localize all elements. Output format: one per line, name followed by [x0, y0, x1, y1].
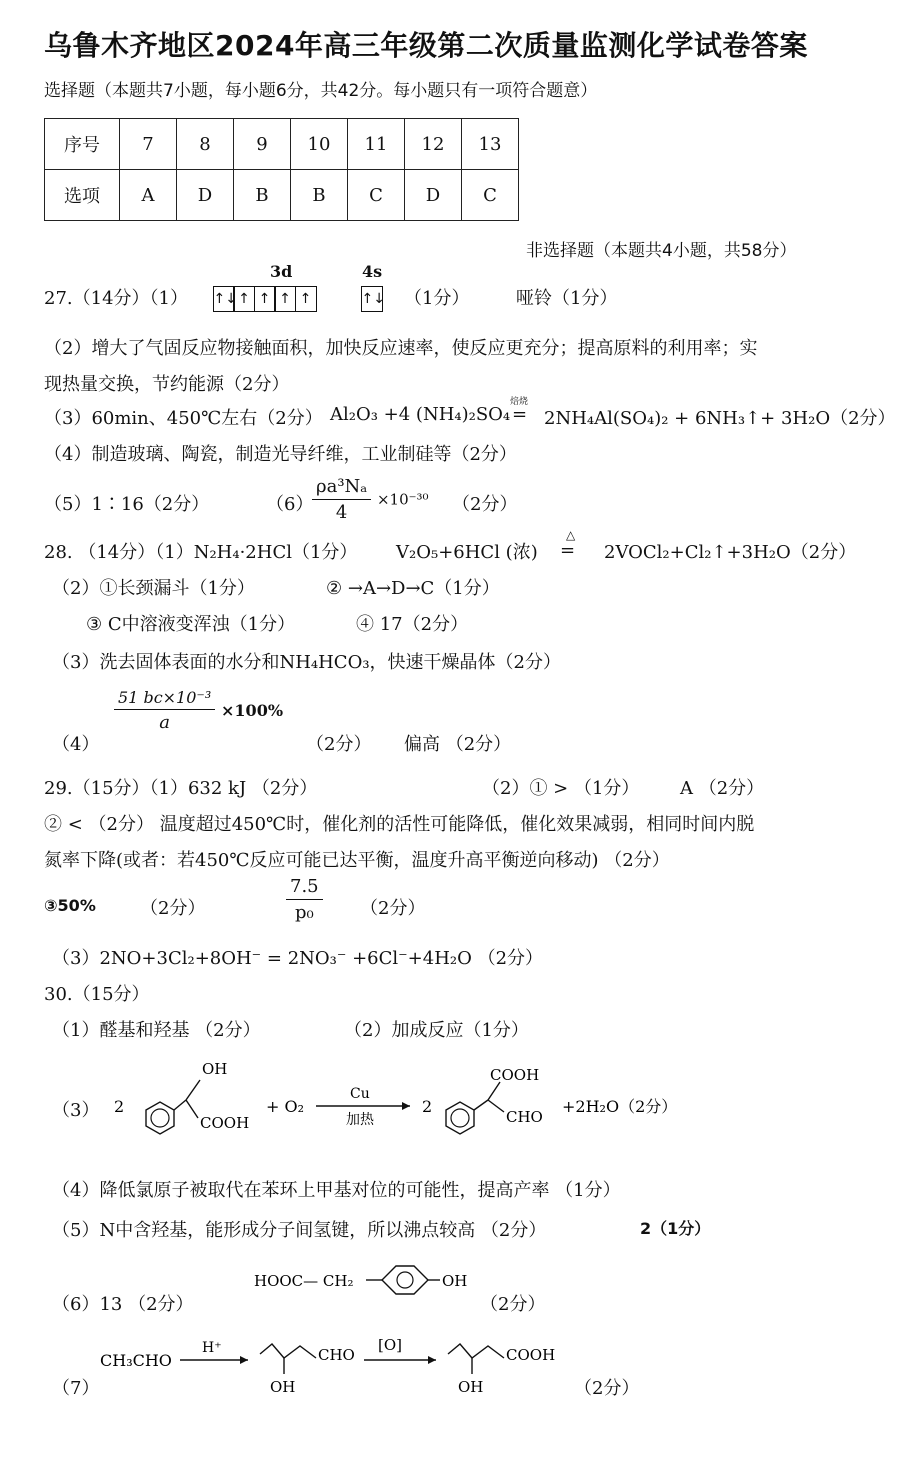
q29-l4b: （2分） [140, 898, 206, 919]
group-label: COOH [490, 1066, 540, 1084]
q30-l7-score: （2分） [574, 1378, 640, 1399]
q29-l3: 氮率下降(或者：若450℃反应可能已达平衡，温度升高平衡逆向移动) （2分） [44, 850, 670, 871]
bond [474, 1100, 488, 1110]
q27-p3-condition: 焙烧 [510, 397, 529, 407]
group-label: OH [270, 1378, 296, 1396]
product-tail: +2H₂O（2分） [562, 1097, 678, 1116]
benzene-ring-circle [451, 1109, 469, 1127]
orbital-box: ↑↓ [361, 286, 383, 312]
q28-l1c: 2VOCl₂+Cl₂↑+3H₂O（2分） [604, 542, 857, 563]
equals-sign: = [560, 540, 576, 561]
group-label: COOH [200, 1114, 250, 1132]
table-cell: B [291, 170, 348, 221]
q30-l6a: （6）13 （2分） [52, 1294, 194, 1315]
fraction-numerator: ρa³Nₐ [312, 476, 371, 500]
q27-shape: 哑铃（1分） [516, 288, 618, 309]
q30-l5b: 2（1分） [640, 1219, 711, 1238]
fraction [312, 476, 371, 523]
orbital-box: ↑ [274, 286, 296, 312]
q27-p2-line2: 现热量交换，节约能源（2分） [44, 374, 290, 395]
table-cell: 8 [177, 119, 234, 170]
equals-sign: = [512, 404, 528, 425]
orbital-box: ↑ [233, 286, 255, 312]
oxidant: [O] [378, 1336, 403, 1354]
orbital-box: ↑↓ [213, 286, 235, 312]
q28-l4: （3）洗去固体表面的水分和NH₄HCO₃，快速干燥晶体（2分） [52, 652, 562, 673]
fraction-denominator: a [159, 712, 170, 733]
q27-p6-fraction [312, 476, 429, 523]
table-cell: C [462, 170, 519, 221]
q28-l5-tail: ×100% [221, 701, 284, 720]
group-label: CHO [506, 1108, 543, 1126]
q30-l1b: （2）加成反应（1分） [344, 1020, 529, 1041]
q29-l4a: ③50% [44, 896, 96, 915]
q27-p5: （5）1∶16（2分） [44, 494, 210, 515]
benzene-ring [146, 1102, 174, 1134]
orbital-box: ↑ [254, 286, 276, 312]
table-cell: C [348, 170, 405, 221]
table-cell: 12 [405, 119, 462, 170]
table-cell: 9 [234, 119, 291, 170]
table-cell: 11 [348, 119, 405, 170]
table-cell: D [405, 170, 462, 221]
q30-l3-reaction [110, 1050, 710, 1160]
catalyst: H⁺ [202, 1340, 222, 1356]
q29-fraction [286, 876, 323, 923]
q30-l3-label: （3） [52, 1100, 100, 1121]
fraction-numerator: 7.5 [286, 876, 323, 900]
q28-condition: △ [566, 528, 576, 542]
q28-l2b: ② →A→D→C（1分） [326, 578, 500, 599]
q28-fraction [114, 688, 283, 733]
table-cell: 10 [291, 119, 348, 170]
q28-l5-score: （2分） [306, 734, 372, 755]
fraction [114, 688, 215, 733]
group-label: COOH [506, 1346, 556, 1364]
catalyst: Cu [350, 1086, 370, 1102]
group-label: OH [458, 1378, 484, 1396]
reagent: + O₂ [266, 1097, 305, 1116]
q28-l1a: 28. （14分）（1）N₂H₄·2HCl（1分） [44, 542, 358, 563]
q27-p2-line1: （2）增大了气固反应物接触面积，加快反应速率，使反应更充分；提高原料的利用率；实 [44, 338, 758, 359]
q29-l2: ② < （2分） 温度超过450℃时，催化剂的活性可能降低，催化效果减弱，相同时间内脱 [44, 814, 755, 835]
group-label: OH [202, 1060, 228, 1078]
q27-score1: （1分） [404, 288, 470, 309]
label-3d: 3d [270, 262, 293, 281]
bond [488, 1082, 500, 1100]
q28-l1b: V₂O₅+6HCl (浓) [396, 542, 538, 563]
fraction-denominator: 4 [335, 502, 348, 523]
condition: 加热 [346, 1112, 374, 1128]
q27-p3-b: Al₂O₃ +4 (NH₄)₂SO₄ [330, 404, 511, 425]
q30-l4: （4）降低氯原子被取代在苯环上甲基对位的可能性，提高产率 （1分） [52, 1180, 621, 1201]
arrow-head [402, 1102, 410, 1110]
benzene-ring [382, 1266, 428, 1294]
arrow-head [240, 1356, 248, 1364]
row-header-number: 序号 [45, 119, 120, 170]
q28-l5-result: 偏高 （2分） [404, 734, 512, 755]
coefficient: 2 [422, 1097, 433, 1116]
orbital-3d [214, 286, 317, 312]
q27-label: 27.（14分）（1） [44, 288, 188, 309]
bond [186, 1100, 198, 1118]
table-cell: D [177, 170, 234, 221]
reagent: CH₃CHO [100, 1351, 172, 1370]
bond [488, 1100, 504, 1112]
benzene-ring [446, 1102, 474, 1134]
q27-p6-tail: ×10⁻³⁰ [376, 490, 429, 509]
benzene-ring-circle [397, 1272, 413, 1288]
q29-l4c: （2分） [360, 898, 426, 919]
q29-l5: （3）2NO+3Cl₂+8OH⁻ = 2NO₃⁻ +6Cl⁻+4H₂O （2分） [52, 948, 544, 969]
arrow-head [428, 1356, 436, 1364]
bond [174, 1100, 186, 1110]
table-cell: A [120, 170, 177, 221]
carbon-chain [448, 1344, 504, 1358]
q30-l6b: （2分） [480, 1294, 546, 1315]
orbital-box: ↑ [295, 286, 317, 312]
q28-l5-label: （4） [52, 734, 100, 755]
nonmc-intro: 非选择题（本题共4小题，共58分） [526, 241, 797, 261]
q30-l1a: （1）醛基和羟基 （2分） [52, 1020, 261, 1041]
q27-p6-score: （2分） [452, 494, 518, 515]
coefficient: 2 [114, 1097, 125, 1116]
q30-head: 30.（15分） [44, 984, 150, 1005]
q27-p3-a: （3）60min、450℃左右（2分） [44, 408, 323, 429]
q28-l2a: （2）①长颈漏斗（1分） [52, 578, 255, 599]
answer-table [44, 118, 519, 221]
q29-l1b: （2）① > （1分） [482, 778, 640, 799]
table-cell: B [234, 170, 291, 221]
table-row [45, 170, 519, 221]
q27-p6-label: （6） [266, 494, 314, 515]
orbital-4s [362, 286, 383, 312]
q28-l3a: ③ C中溶液变浑浊（1分） [86, 614, 296, 635]
q28-l3b: ④ 17（2分） [356, 614, 469, 635]
q27-p4: （4）制造玻璃、陶瓷，制造光导纤维，工业制硅等（2分） [44, 444, 517, 465]
group-label: CHO [318, 1346, 355, 1364]
fraction [286, 876, 323, 923]
row-header-answer: 选项 [45, 170, 120, 221]
q29-l1c: A （2分） [680, 778, 765, 799]
mc-intro: 选择题（本题共7小题，每小题6分，共42分。每小题只有一项符合题意） [44, 81, 598, 101]
q27-p3-c: 2NH₄Al(SO₄)₂ + 6NH₃↑+ 3H₂O（2分） [544, 408, 896, 429]
table-row [45, 119, 519, 170]
q30-l7-label: （7） [52, 1378, 100, 1399]
q30-l6-structure [250, 1256, 490, 1316]
fraction-denominator: p₀ [294, 902, 314, 923]
benzene-ring-circle [151, 1109, 169, 1127]
table-cell: 13 [462, 119, 519, 170]
bond [186, 1080, 200, 1100]
fraction-numerator: 51 bc×10⁻³ [114, 688, 215, 710]
carbon-chain [260, 1344, 316, 1358]
label-4s: 4s [362, 262, 383, 281]
q30-l5a: （5）N中含羟基，能形成分子间氢键，所以沸点较高 （2分） [52, 1220, 547, 1241]
group-label: HOOC— CH₂ [254, 1272, 354, 1290]
page-title: 乌鲁木齐地区2024年高三年级第二次质量监测化学试卷答案 [44, 29, 808, 62]
q29-l1a: 29.（15分）（1）632 kJ （2分） [44, 778, 318, 799]
group-label: OH [442, 1272, 468, 1290]
table-cell: 7 [120, 119, 177, 170]
q30-l7-synthesis [96, 1332, 656, 1402]
